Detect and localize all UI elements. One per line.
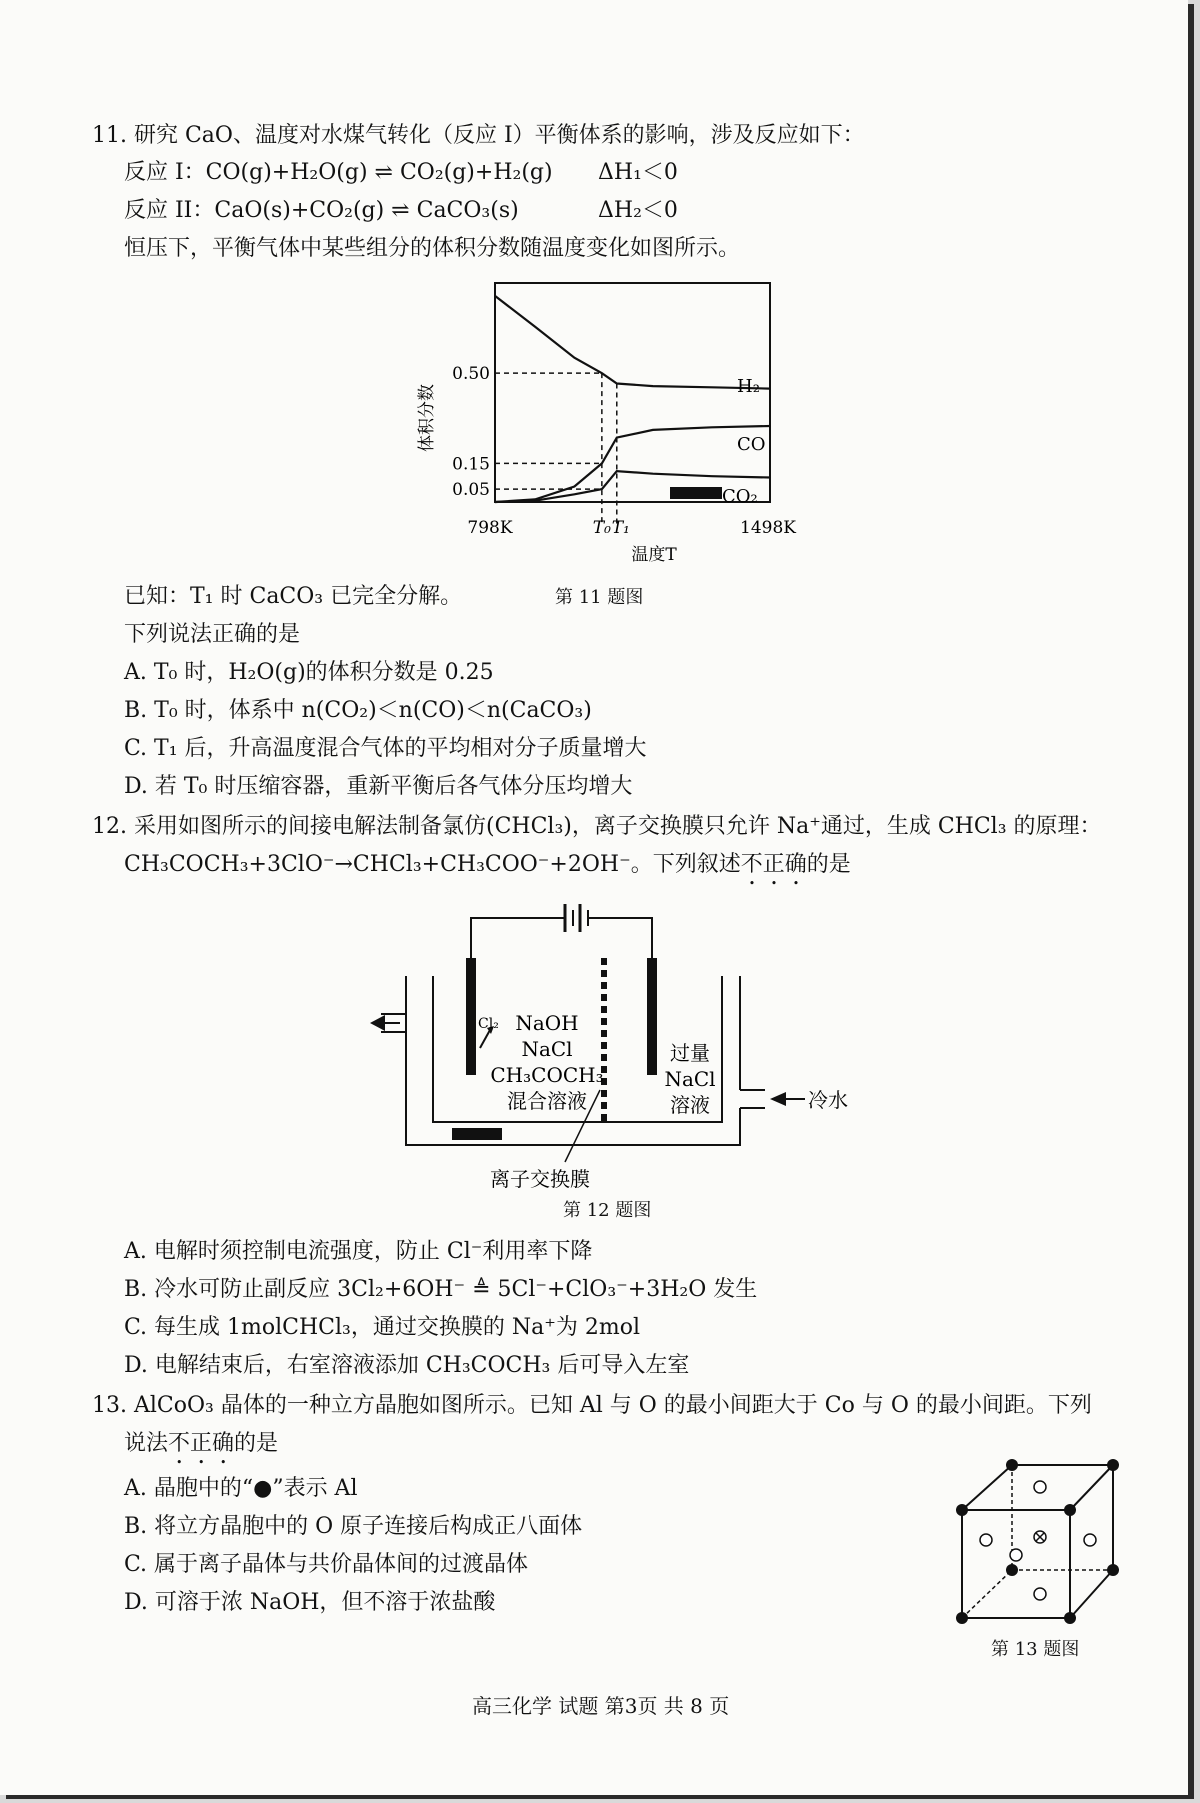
- q13-unit-cell-diagram: [950, 1455, 1130, 1635]
- cl2-label: Cl₂: [478, 1016, 499, 1032]
- q11-condition: 恒压下，平衡气体中某些组分的体积分数随温度变化如图所示。: [124, 236, 741, 261]
- q12-stem: 12. 采用如图所示的间接电解法制备氯仿(CHCl₃)，离子交换膜只允许 Na⁺通过，生成 CHCl₃ 的原理：: [92, 814, 1102, 839]
- corner-atom: [1107, 1564, 1119, 1576]
- left-cell-line-1: NaOH: [515, 1011, 579, 1035]
- series-label: CO: [737, 434, 766, 455]
- left-cell-line-2: NaCl: [521, 1037, 573, 1061]
- q11-chart: [410, 270, 810, 570]
- corner-atom: [1006, 1564, 1018, 1576]
- y-axis-label: 体积分数: [417, 384, 437, 452]
- cold-water-label: 冷水: [808, 1088, 848, 1112]
- y-tick-label: 0.50: [452, 364, 490, 385]
- left-electrode: [466, 958, 476, 1075]
- q11-reaction-1: 反应 I：CO(g)+H₂O(g) ⇌ CO₂(g)+H₂(g): [124, 160, 553, 185]
- left-cell-line-3: CH₃COCH₃: [490, 1063, 604, 1087]
- q11-option-c: C. T₁ 后，升高温度混合气体的平均相对分子质量增大: [124, 736, 647, 761]
- q11-ask: 下列说法正确的是: [124, 622, 301, 647]
- page-footer: 高三化学 试题 第3页 共 8 页: [472, 1694, 730, 1718]
- q12-option-d: D. 电解结束后，右室溶液添加 CH₃COCH₃ 后可导入左室: [124, 1353, 690, 1378]
- corner-atom: [1064, 1612, 1076, 1624]
- right-cell-line-1: 过量: [670, 1041, 710, 1065]
- q11-known: 已知：T₁ 时 CaCO₃ 已完全分解。: [124, 584, 463, 609]
- q13-option-d: D. 可溶于浓 NaOH，但不溶于浓盐酸: [124, 1590, 496, 1615]
- q11-dh2: ΔH₂＜0: [598, 198, 678, 223]
- face-atom: [980, 1534, 992, 1546]
- face-atom: [1034, 1481, 1046, 1493]
- y-tick-label: 0.15: [452, 454, 490, 475]
- right-electrode: [647, 958, 657, 1075]
- q11-dh1: ΔH₁＜0: [598, 160, 678, 185]
- series-label: CO₂: [722, 486, 758, 507]
- x-tick-label: T₁: [611, 518, 630, 538]
- q13-figure-caption: 第 13 题图: [991, 1639, 1080, 1660]
- cold-water-arrow-icon: [770, 1092, 786, 1106]
- q13-stem: 13. AlCoO₃ 晶体的一种立方晶胞如图所示。已知 Al 与 O 的最小间距大于 Co 与 O 的最小间距。下列: [92, 1393, 1092, 1418]
- x-tick-label: 1498K: [740, 518, 796, 538]
- left-arrow-icon: [370, 1015, 385, 1031]
- y-tick-label: 0.05: [452, 480, 490, 501]
- q13-option-c: C. 属于离子晶体与共价晶体间的过渡晶体: [124, 1552, 529, 1577]
- q12-reaction-line: CH₃COCH₃+3ClO⁻→CHCl₃+CH₃COO⁻+2OH⁻。下列叙述不正确的是: [124, 852, 851, 877]
- x-axis-label: 温度T: [631, 545, 677, 565]
- corner-atom: [956, 1504, 968, 1516]
- q11-stem: 11. 研究 CaO、温度对水煤气转化（反应 I）平衡体系的影响，涉及反应如下：: [92, 123, 865, 148]
- plot-frame: [495, 283, 770, 502]
- right-cell-line-2: NaCl: [664, 1067, 716, 1091]
- corner-atom: [1064, 1504, 1076, 1516]
- q11-option-a: A. T₀ 时，H₂O(g)的体积分数是 0.25: [124, 660, 494, 685]
- q13-line-2: 说法不正确的是: [124, 1431, 279, 1456]
- membrane-label: 离子交换膜: [490, 1167, 590, 1191]
- q12-option-b: B. 冷水可防止副反应 3Cl₂+6OH⁻ ≜ 5Cl⁻+ClO₃⁻+3H₂O 发生: [124, 1277, 758, 1302]
- q13-option-a: A. 晶胞中的“●”表示 Al: [124, 1476, 358, 1501]
- left-cell-line-4: 混合溶液: [507, 1089, 587, 1113]
- face-atom: [1034, 1588, 1046, 1600]
- q12-option-a: A. 电解时须控制电流强度，防止 Cl⁻利用率下降: [124, 1239, 593, 1264]
- x-tick-label: T₀: [592, 518, 611, 538]
- q12-electrolysis-diagram: [360, 895, 880, 1205]
- q12-option-c: C. 每生成 1molCHCl₃，通过交换膜的 Na⁺为 2mol: [124, 1315, 640, 1340]
- q13-emphasis: 不正确: [168, 1431, 235, 1456]
- corner-atom: [1006, 1459, 1018, 1471]
- q11-option-d: D. 若 T₀ 时压缩容器，重新平衡后各气体分压均增大: [124, 774, 633, 799]
- q12-figure-caption: 第 12 题图: [563, 1200, 652, 1221]
- q11-option-b: B. T₀ 时，体系中 n(CO₂)＜n(CO)＜n(CaCO₃): [124, 698, 592, 723]
- q11-figure-caption: 第 11 题图: [555, 587, 644, 608]
- q11-reaction-2: 反应 II：CaO(s)+CO₂(g) ⇌ CaCO₃(s): [124, 198, 519, 223]
- corner-atom: [1107, 1459, 1119, 1471]
- q13-option-b: B. 将立方晶胞中的 O 原子连接后构成正八面体: [124, 1514, 583, 1539]
- face-atom: [1010, 1549, 1022, 1561]
- series-line: [495, 296, 770, 389]
- right-cell-line-3: 溶液: [670, 1093, 710, 1117]
- face-atom: [1084, 1534, 1096, 1546]
- series-label: H₂: [737, 376, 760, 397]
- ink-blot: [452, 1128, 502, 1140]
- corner-atom: [956, 1612, 968, 1624]
- x-tick-label: 798K: [467, 518, 513, 538]
- ink-blot: [670, 487, 722, 499]
- q12-emphasis: 不正确: [740, 852, 807, 877]
